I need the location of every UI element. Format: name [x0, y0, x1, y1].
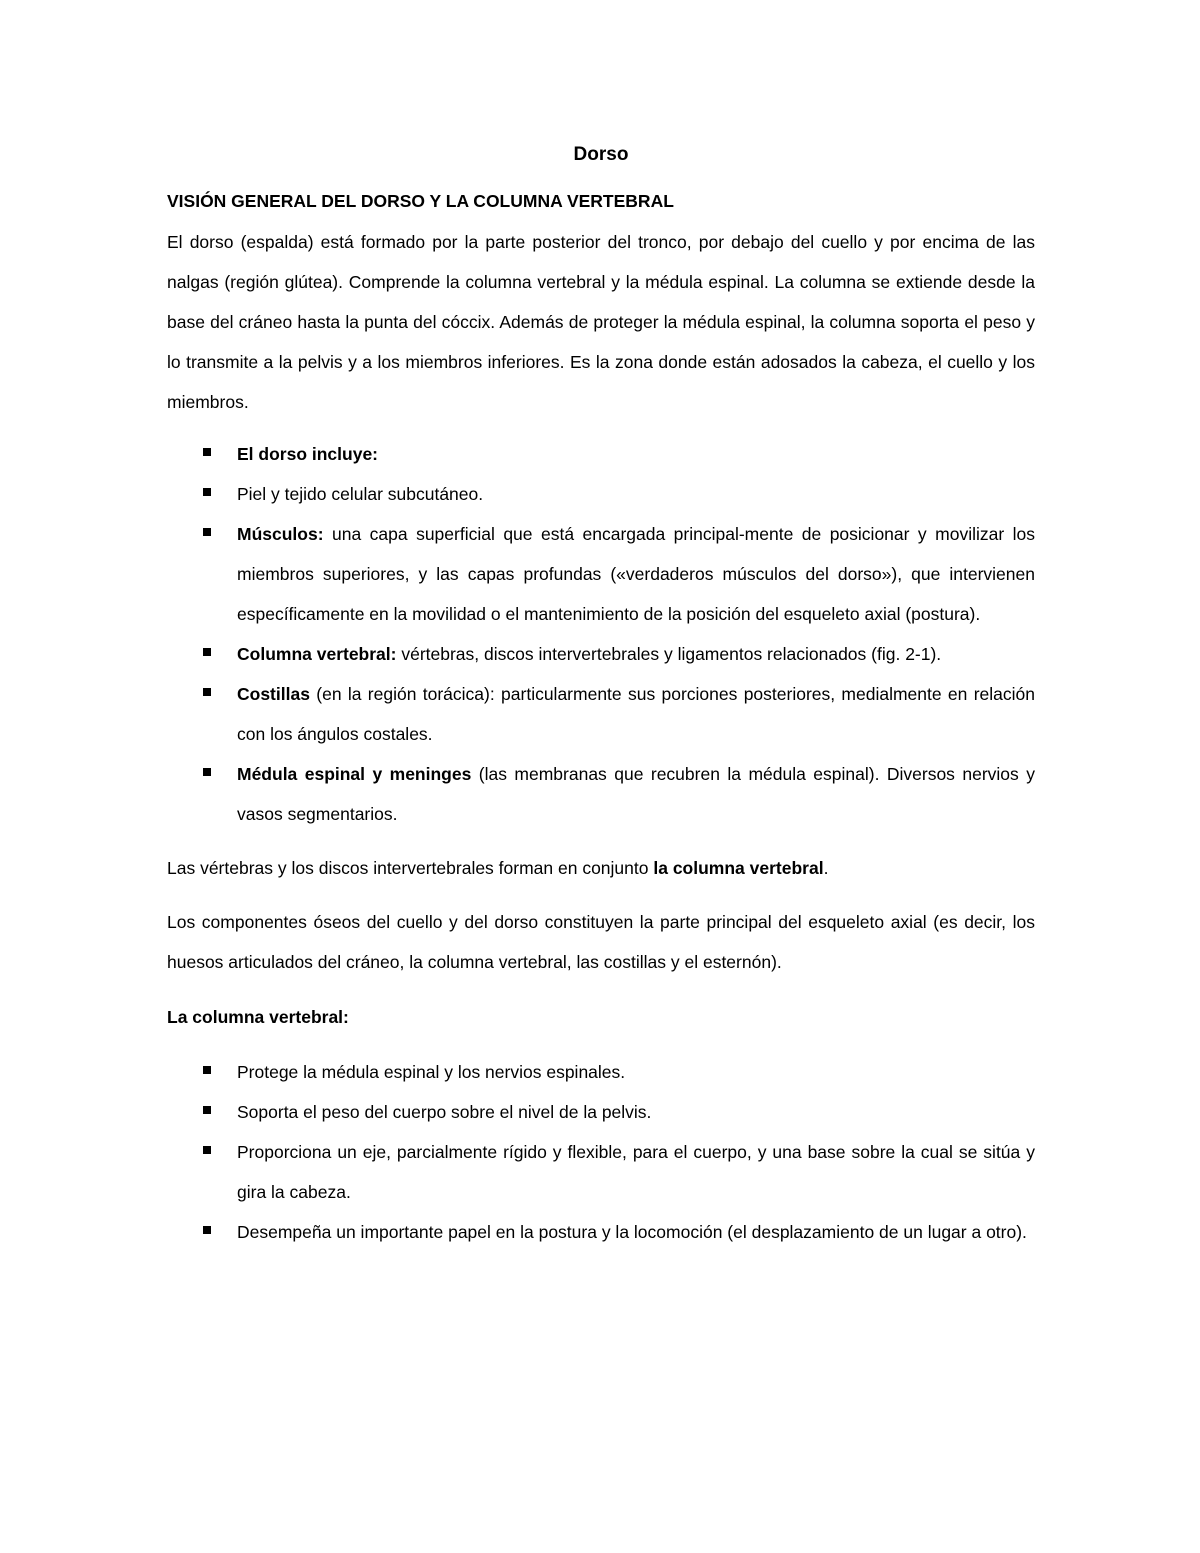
intro-paragraph: El dorso (espalda) está formado por la parte posterior del tronco, por debajo del cuello y por encima de las nalgas (región glútea). Comprende la columna vertebral y la médula espinal. La columna se extiende desde la base del cráneo hasta la punta del cóccix. Además de proteger la médula espinal, la columna soporta el peso y lo transmite a la pelvis y a los miembros inferiores. Es la zona donde están adosados la cabeza, el cuello y los miembros.: [167, 232, 1035, 412]
list-item: [167, 634, 1035, 674]
list-item: [167, 674, 1035, 754]
list-item-bold: Costillas: [237, 684, 310, 704]
list-item: [167, 1052, 1035, 1092]
list-item: [167, 1212, 1035, 1252]
square-bullet-icon: [203, 1066, 211, 1074]
list-item: [167, 1092, 1035, 1132]
square-bullet-icon: [203, 528, 211, 536]
square-bullet-icon: [203, 688, 211, 696]
list-item-bold: El dorso incluye:: [237, 444, 378, 464]
list-item: [167, 434, 1035, 474]
list-item-bold: Médula espinal y meninges: [237, 764, 472, 784]
list-item-text: Protege la médula espinal y los nervios espinales.: [237, 1062, 626, 1082]
vertebrae-sentence-start: Las vértebras y los discos intervertebrales forman en conjunto: [167, 858, 654, 878]
square-bullet-icon: [203, 1146, 211, 1154]
list-item: [167, 1132, 1035, 1212]
list-item-text: (en la región torácica): particularmente sus porciones posteriores, medialmente en relación con los ángulos costales.: [237, 684, 1035, 744]
vertebrae-sentence-bold: la columna vertebral: [653, 858, 824, 878]
square-bullet-icon: [203, 448, 211, 456]
list-item: [167, 514, 1035, 634]
list-item-text: vértebras, discos intervertebrales y ligamentos relacionados (fig. 2-1).: [396, 644, 942, 664]
list-item-text: (las membranas que recubren la médula espinal). Diversos nervios y vasos segmentarios.: [237, 764, 1035, 824]
includes-list: [167, 434, 1035, 834]
list-item-bold: Columna vertebral:: [237, 644, 397, 664]
list-item-bold: Músculos:: [237, 524, 324, 544]
list-item-text: Proporciona un eje, parcialmente rígido y flexible, para el cuerpo, y una base sobre la cual se sitúa y gira la cabeza.: [237, 1142, 1035, 1202]
page-title: Dorso: [573, 144, 629, 165]
axial-paragraph: Los componentes óseos del cuello y del dorso constituyen la parte principal del esqueleto axial (es decir, los huesos articulados del cráneo, la columna vertebral, las costillas y el esternón).: [167, 912, 1035, 972]
list-item-text: Soporta el peso del cuerpo sobre el nivel de la pelvis.: [237, 1102, 652, 1122]
section-heading: VISIÓN GENERAL DEL DORSO Y LA COLUMNA VERTEBRAL: [167, 191, 674, 211]
column-list: [167, 1052, 1035, 1252]
document-page: [167, 140, 1035, 1252]
square-bullet-icon: [203, 1226, 211, 1234]
list-item-text: Desempeña un importante papel en la postura y la locomoción (el desplazamiento de un lugar a otro).: [237, 1222, 1027, 1242]
list-item-text: una capa superficial que está encargada principal-mente de posicionar y movilizar los miembros superiores, y las capas profundas («verdaderos músculos del dorso»), que intervienen específicamente en la movilidad o el mantenimiento de la posición del esqueleto axial (postura).: [237, 524, 1035, 624]
vertebrae-paragraph: [167, 848, 1035, 888]
square-bullet-icon: [203, 768, 211, 776]
square-bullet-icon: [203, 1106, 211, 1114]
square-bullet-icon: [203, 488, 211, 496]
list-item: [167, 474, 1035, 514]
vertebrae-sentence-end: .: [823, 858, 829, 878]
column-heading: La columna vertebral:: [167, 1007, 349, 1027]
list-item-text: Piel y tejido celular subcutáneo.: [237, 484, 484, 504]
list-item: [167, 754, 1035, 834]
square-bullet-icon: [203, 648, 211, 656]
